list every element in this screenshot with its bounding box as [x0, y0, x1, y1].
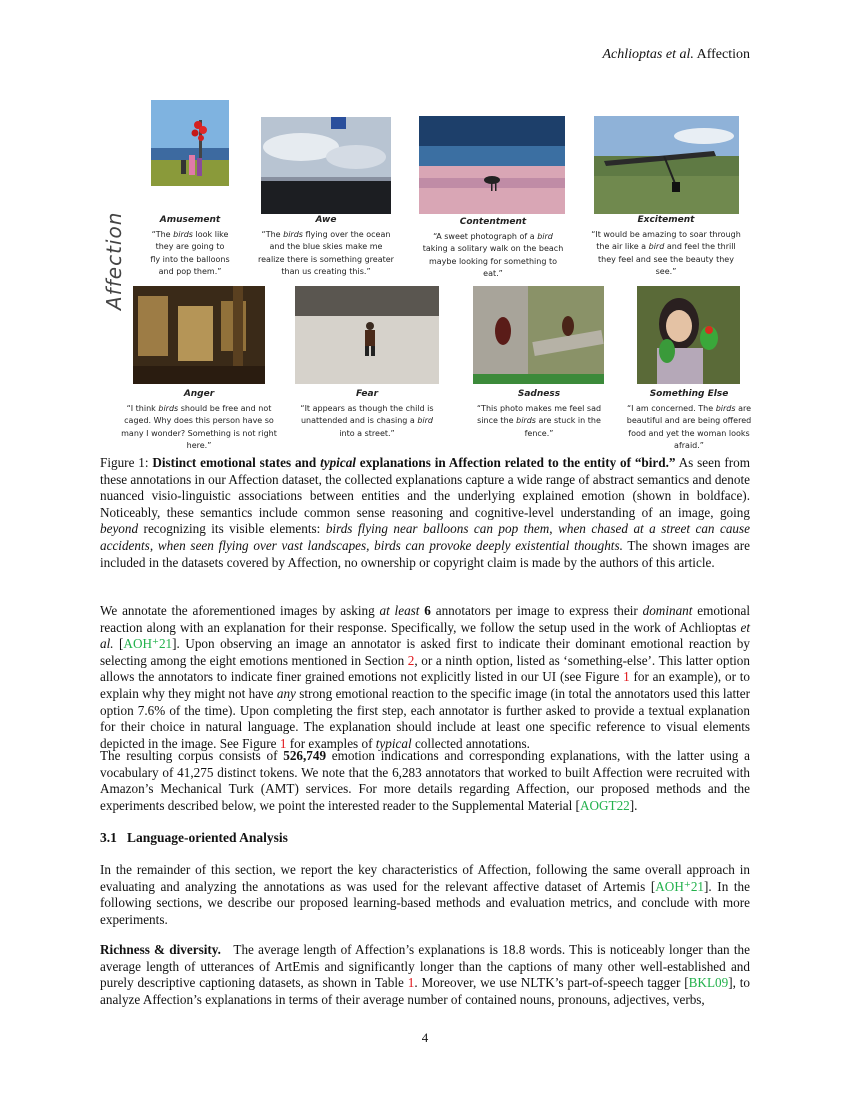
caption-text: “It appears as though the child is unattended and is chasing a [300, 403, 434, 425]
text: In the remainder of this section, we report the key characteristics of Affection, following the same overall approach in evaluating and analyzing the annotations as was used for the relevant affective dataset of Artemis [ [100, 862, 750, 894]
text: for an example), or to explain why they might not have [100, 669, 750, 701]
text: ]. In the following sections, we describe our proposed learning-based methods and evaluation metrics, and conclude with more experiments. [100, 878, 750, 927]
paragraph-analysis [100, 862, 750, 928]
caption-italic: when seen flying over vast landscapes, birds can provoke deeply existential thoughts. [157, 537, 623, 553]
text: ]. [629, 797, 638, 813]
header-title: Affection [696, 47, 750, 62]
text: annotators per image to express their [430, 603, 643, 618]
running-header [602, 47, 750, 63]
side-label-text: Affection [102, 211, 126, 310]
text: We annotate the aforementioned images by asking [100, 603, 380, 618]
caption-entity: bird [417, 416, 434, 425]
text: ], to analyze Affection’s explanations in terms of their average number of contained nouns, pronouns, adjectives, verbs, [100, 975, 750, 1007]
caption-text: “I am concerned. The [626, 403, 716, 413]
caption-text: , [149, 537, 158, 553]
emotion-label: Excitement [637, 215, 695, 225]
text: ]. Upon observing an image an annotator is asked first to indicate their dominant emotional reaction by selecting among the eight emotions mentioned in Section [100, 636, 750, 668]
caption-entity: birds [173, 229, 193, 239]
italic-text: dominant [642, 603, 693, 618]
caption-text: As seen from these annotations in our Affection dataset, the collected explanations capture a wide range of abstract semantics and denote nuanced visio-linguistic associations between entities and the underlying explained emotion (shown in boldface). Noticeably, these semantics include common sense reasoning and cognitive-level understanding of an image, going [100, 455, 750, 520]
image-sadness [473, 286, 604, 384]
caption-something-else [624, 388, 754, 453]
caption-text: look like they are going to fly into the balloons and pop them.” [150, 229, 230, 276]
caption-text: “I think [126, 403, 159, 413]
caption-entity: birds [715, 403, 736, 413]
emotion-label: Fear [355, 389, 379, 399]
text: The average length of Affection’s explanations is 18.8 words. This is noticeably longer than the average length of utterances of ArtEmis and significantly longer than the captions of many other well-established and purely descriptive captioning datasets, as shown in Table [100, 942, 754, 991]
citation-link[interactable]: AOH⁺21 [655, 878, 705, 894]
citation-link[interactable]: BKL09 [688, 975, 729, 991]
caption-bold-italic: typical [320, 455, 356, 470]
caption-text: are stuck in the fence.” [524, 416, 601, 438]
image-awe [261, 117, 391, 214]
image-contentment [419, 116, 565, 214]
citation-link[interactable]: AOGT22 [579, 797, 630, 813]
caption-text: recognizing its visible elements: [138, 521, 326, 537]
caption-text: , [549, 521, 559, 537]
caption-text: should be free and not caged. Why does this person have so many I wonder? Something is not right here.” [121, 403, 277, 450]
paragraph-corpus [100, 748, 750, 814]
caption-awe [255, 214, 397, 279]
caption-italic: beyond [100, 521, 139, 537]
caption-contentment [420, 216, 566, 281]
caption-text: “It would be amazing to soar through the air like a [591, 229, 741, 251]
figure-ref-link[interactable]: 1 [623, 669, 630, 685]
caption-bold [152, 455, 675, 470]
italic-text: at least [379, 603, 420, 618]
text: [ [113, 636, 124, 652]
emotion-label: Awe [315, 215, 337, 225]
paragraph-richness [100, 942, 754, 1008]
caption-entity: bird [537, 231, 553, 241]
caption-text: into a street.” [339, 428, 395, 438]
figure-label: Figure 1: [100, 455, 153, 470]
caption-bold-a: Distinct emotional states and [152, 455, 321, 470]
caption-fear [300, 388, 434, 440]
page-number: 4 [421, 1030, 429, 1045]
citation-link[interactable]: AOH⁺21 [123, 636, 173, 652]
figure-caption [100, 455, 750, 571]
caption-anger [118, 388, 280, 453]
caption-entity: birds [283, 229, 303, 239]
emotion-label: Anger [183, 389, 215, 399]
text: emotion indications and corresponding explanations, with the latter using a vocabulary of 41,275 distinct tokens. We note that the 6,283 annotators that worked to built Affection were recruited with Amazon’s Mechanical Turk (AMT) services. For more details regarding Affection, our proposed methods and the experiments described below, we point the interested reader to the Supplemental Material [ [100, 748, 750, 813]
caption-text: The shown images are included in the datasets covered by Affection, no ownership or copyright claim is made by the authors of this article. [100, 537, 750, 570]
section-heading: 3.1 Language-oriented Analysis [100, 830, 288, 845]
emotion-label: Something Else [649, 389, 729, 399]
paragraph-annotation [100, 603, 750, 752]
table-ref-link[interactable]: 1 [407, 975, 415, 991]
text: emotional reaction along with an explanation for their response. Specifically, we follow the setup used in the work of Achlioptas [100, 603, 750, 635]
image-something-else [637, 286, 740, 384]
text: The resulting corpus consists of [100, 748, 284, 763]
italic-text: typical [375, 735, 412, 751]
figure-ref-link[interactable]: 1 [279, 735, 287, 751]
image-excitement [594, 116, 739, 214]
image-amusement [151, 100, 229, 186]
caption-italic: when chased at a street can cause accidents [100, 521, 751, 553]
italic-text: any [276, 685, 296, 701]
caption-entity: birds [516, 416, 536, 425]
caption-excitement [590, 214, 742, 279]
caption-entity: bird [648, 242, 665, 251]
caption-bold-b: explanations in Affection related to the entity of “bird.” [355, 455, 676, 470]
caption-text: “The [151, 229, 174, 239]
caption-text: are beautiful and are being offered food and yet the woman looks afraid.” [626, 403, 752, 450]
image-fear [295, 286, 439, 384]
italic-text: et al. [100, 619, 750, 652]
section-ref-link[interactable]: 2 [407, 652, 415, 668]
text: . Moreover, we use NLTK’s part-of-speech tagger [ [414, 975, 689, 991]
header-authors: Achlioptas et al. [602, 47, 694, 62]
caption-text: “This photo makes me feel sad since the [476, 403, 602, 425]
caption-amusement [150, 214, 230, 279]
bold-number: 526,749 [283, 748, 327, 763]
paragraph-lead: Richness & diversity. [100, 942, 221, 957]
text: strong emotional reaction to the specific image (in total the annotators used this latter option 7.6% of the time). Upon completing the first step, each annotator is further asked to provide a textual explanation for their choice in natural language. The explanation should include at least one specific reference to visual elements depicted in the image. See Figure [100, 685, 751, 751]
caption-text: “A sweet photograph of a [433, 231, 538, 241]
emotion-label: Amusement [159, 215, 221, 225]
caption-text: flying over the ocean and the blue skies make me realize there is something greater than us creating this.” [258, 229, 394, 276]
caption-italic: birds flying near balloons can pop them [325, 521, 550, 537]
emotion-label: Sadness [517, 389, 561, 399]
text: , or a ninth option, listed as ‘something-else’. This latter option allows the annotators to indicate finer grained emotions not explicitly listed in our UI (see Figure [100, 652, 750, 685]
caption-sadness [472, 388, 606, 440]
image-anger [133, 286, 265, 384]
figure-side-label [96, 211, 126, 310]
emotion-label: Contentment [459, 217, 527, 227]
text: for examples of [286, 735, 376, 751]
caption-text: taking a solitary walk on the beach maybe looking for something to eat.” [422, 244, 564, 278]
bold-number: 6 [424, 603, 431, 618]
caption-text: “The [261, 229, 284, 239]
caption-text: and feel the thrill they feel and see the beauty they see.” [598, 242, 736, 276]
caption-entity: birds [158, 403, 179, 413]
text: collected annotations. [411, 735, 530, 751]
